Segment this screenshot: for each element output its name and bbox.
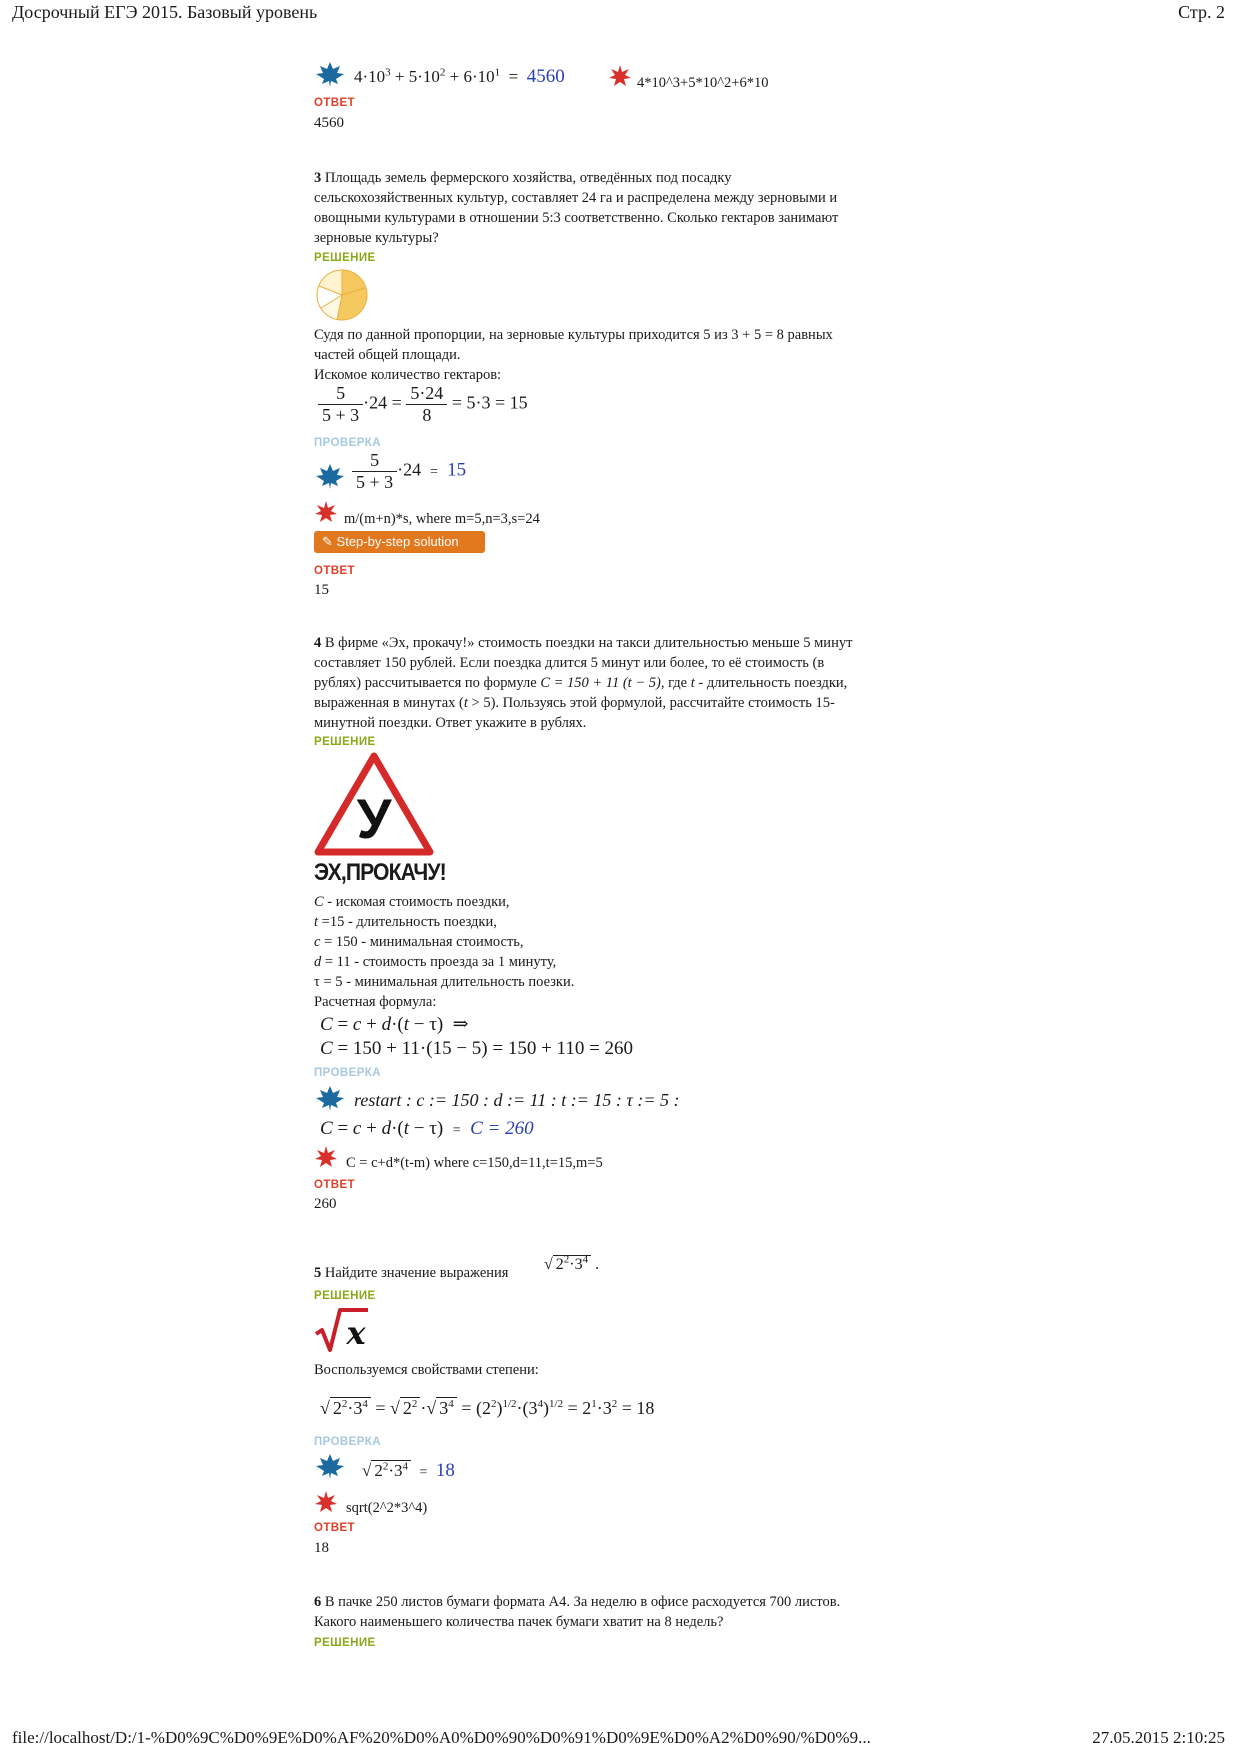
maple-leaf-icon	[314, 60, 346, 88]
task5-expression: √ $2^2\cdot 3^4$ .	[544, 1253, 600, 1273]
solution-label: РЕШЕНИЕ	[314, 1290, 376, 1302]
pie-chart-icon	[315, 268, 369, 322]
solution-label: РЕШЕНИЕ	[314, 252, 376, 264]
task2-answer: 4560	[314, 115, 344, 131]
task5-solution-text: Воспользуемся свойствами степени:	[314, 1362, 539, 1378]
task4-check-result: C = 260	[470, 1118, 534, 1139]
edit-icon: ✎	[322, 534, 333, 549]
square-root-icon	[314, 1306, 370, 1354]
task3-check-expression: $\frac{5}{5 + 3}$ ·24 = 15	[352, 450, 466, 493]
logo-text: ЭХ,ПРОКАЧУ!	[314, 859, 446, 886]
check-label: ПРОВЕРКА	[314, 1436, 381, 1448]
wolfram-star-icon	[608, 64, 632, 88]
task3-wa-query[interactable]: m/(m+n)*s, where m=5,n=3,s=24	[344, 511, 540, 527]
answer-label: ОТВЕТ	[314, 1179, 355, 1191]
task5-formula: √ $2^2\cdot 3^4$ = √ $2^2$ ·√ $3^4 = (2^2)^{1/2}\cdot(3^4)^{1/2} = 2^1\cdot 3^2 = 18$	[320, 1398, 655, 1418]
page-header-title: Досрочный ЕГЭ 2015. Базовый уровень	[12, 2, 318, 22]
task5-number: 5	[314, 1265, 322, 1281]
task3-text: 3 Площадь земель фермерского хозяйства, отведённых под посадку сельскохозяйственных культур, составляет 24 га и распределена между зерновыми и овощными культурами в отношении 5:3 соответственно. Сколько гектаров занимают зерновые культуры?	[314, 170, 839, 246]
task2-result: 4560	[526, 66, 565, 87]
task2-wa-query[interactable]: 4*10^3+5*10^2+6*10	[637, 75, 769, 91]
task4-formula-numeric: C = 150 + 11·(15 − 5) = 150 + 110 = 260	[320, 1038, 634, 1059]
task4-text: 4 В фирме «Эх, прокачу!» стоимость поездки на такси длительностью меньше 5 минут составляет 150 рублей. Если поездка длится 5 минут или более, то её стоимость (в рублях) рассчитывается по формуле C = 150 + 11 (t − 5), где t - длительность поездки, выраженная в минутах (t > 5). Пользуясь этой формулой, рассчитайте стоимость 15- минутной поездки. Ответ укажите в рублях.	[314, 635, 853, 731]
solution-label: РЕШЕНИЕ	[314, 1637, 376, 1649]
taxi-logo	[314, 752, 446, 888]
footer-datetime: 27.05.2015 2:10:25	[1092, 1728, 1225, 1747]
task4-wa-query[interactable]: C = c+d*(t-m) where c=150,d=11,t=15,m=5	[346, 1155, 603, 1171]
footer-path: file://localhost/D:/1-%D0%9C%D0%9E%D0%AF%20%D0%A0%D0%90%D0%91%D0%9E%D0%A2%D0%90/%D0%9...	[12, 1728, 871, 1747]
task5-text: 5 Найдите значение выражения	[314, 1265, 509, 1281]
svg-text:x: x	[346, 1314, 366, 1352]
task4-definitions: C - искомая стоимость поездки, t =15 - длительность поездки, c = 150 - минимальная стоимость, d = 11 - стоимость проезда за 1 минуту, τ = 5 - минимальная длительность поезки. Расчетная формула:	[314, 894, 575, 1010]
task5-wa-query[interactable]: sqrt(2^2*3^4)	[346, 1500, 428, 1516]
wolfram-star-icon	[314, 1490, 338, 1514]
wolfram-star-icon	[314, 1145, 338, 1169]
task4-maple-input: restart : c := 150 : d := 11 : t := 15 : τ := 5 :	[354, 1090, 680, 1110]
maple-leaf-icon	[314, 462, 346, 490]
answer-label: ОТВЕТ	[314, 1522, 355, 1534]
page-number: Стр. 2	[1178, 2, 1225, 22]
task4-number: 4	[314, 635, 322, 651]
step-by-step-button[interactable]: ✎ Step-by-step solution	[314, 531, 485, 553]
answer-label: ОТВЕТ	[314, 97, 355, 109]
check-label: ПРОВЕРКА	[314, 1067, 381, 1079]
task5-check-expression: √ $2^2\cdot 3^4 = 18$	[362, 1460, 455, 1481]
task2-expression: $4\cdot 10^3 + 5\cdot 10^2 + 6\cdot 10^1 = 4560$	[354, 66, 565, 87]
answer-label: ОТВЕТ	[314, 565, 355, 577]
task5-check-result: 18	[435, 1460, 455, 1481]
task6-number: 6	[314, 1594, 322, 1610]
check-label: ПРОВЕРКА	[314, 437, 381, 449]
logo-letter: У	[356, 787, 392, 850]
maple-leaf-icon	[314, 1084, 346, 1112]
task3-answer: 15	[314, 582, 329, 598]
task5-answer: 18	[314, 1540, 329, 1556]
task4-answer: 260	[314, 1196, 337, 1212]
task6-text: 6 В пачке 250 листов бумаги формата А4. За неделю в офисе расходуется 700 листов. Какого наименьшего количества пачек бумаги хватит на 8 недель?	[314, 1594, 841, 1630]
task4-check-expression: C = c + d·(t − τ) = C = 260	[320, 1118, 534, 1139]
task3-formula: $\frac{5}{5 + 3}$ ·24 = $\frac{5\cdot 24}{8}$ = 5·3 = 15	[318, 383, 528, 426]
task3-check-result: 15	[447, 459, 467, 481]
solution-label: РЕШЕНИЕ	[314, 736, 376, 748]
maple-leaf-icon	[314, 1452, 346, 1480]
task3-solution-text: Судя по данной пропорции, на зерновые культуры приходится 5 из 3 + 5 = 8 равных частей общей площади. Искомое количество гектаров:	[314, 327, 833, 383]
wolfram-star-icon	[314, 500, 338, 524]
task3-number: 3	[314, 170, 322, 186]
task4-formula-general: C = c + d·(t − τ) ⇒	[320, 1014, 469, 1035]
